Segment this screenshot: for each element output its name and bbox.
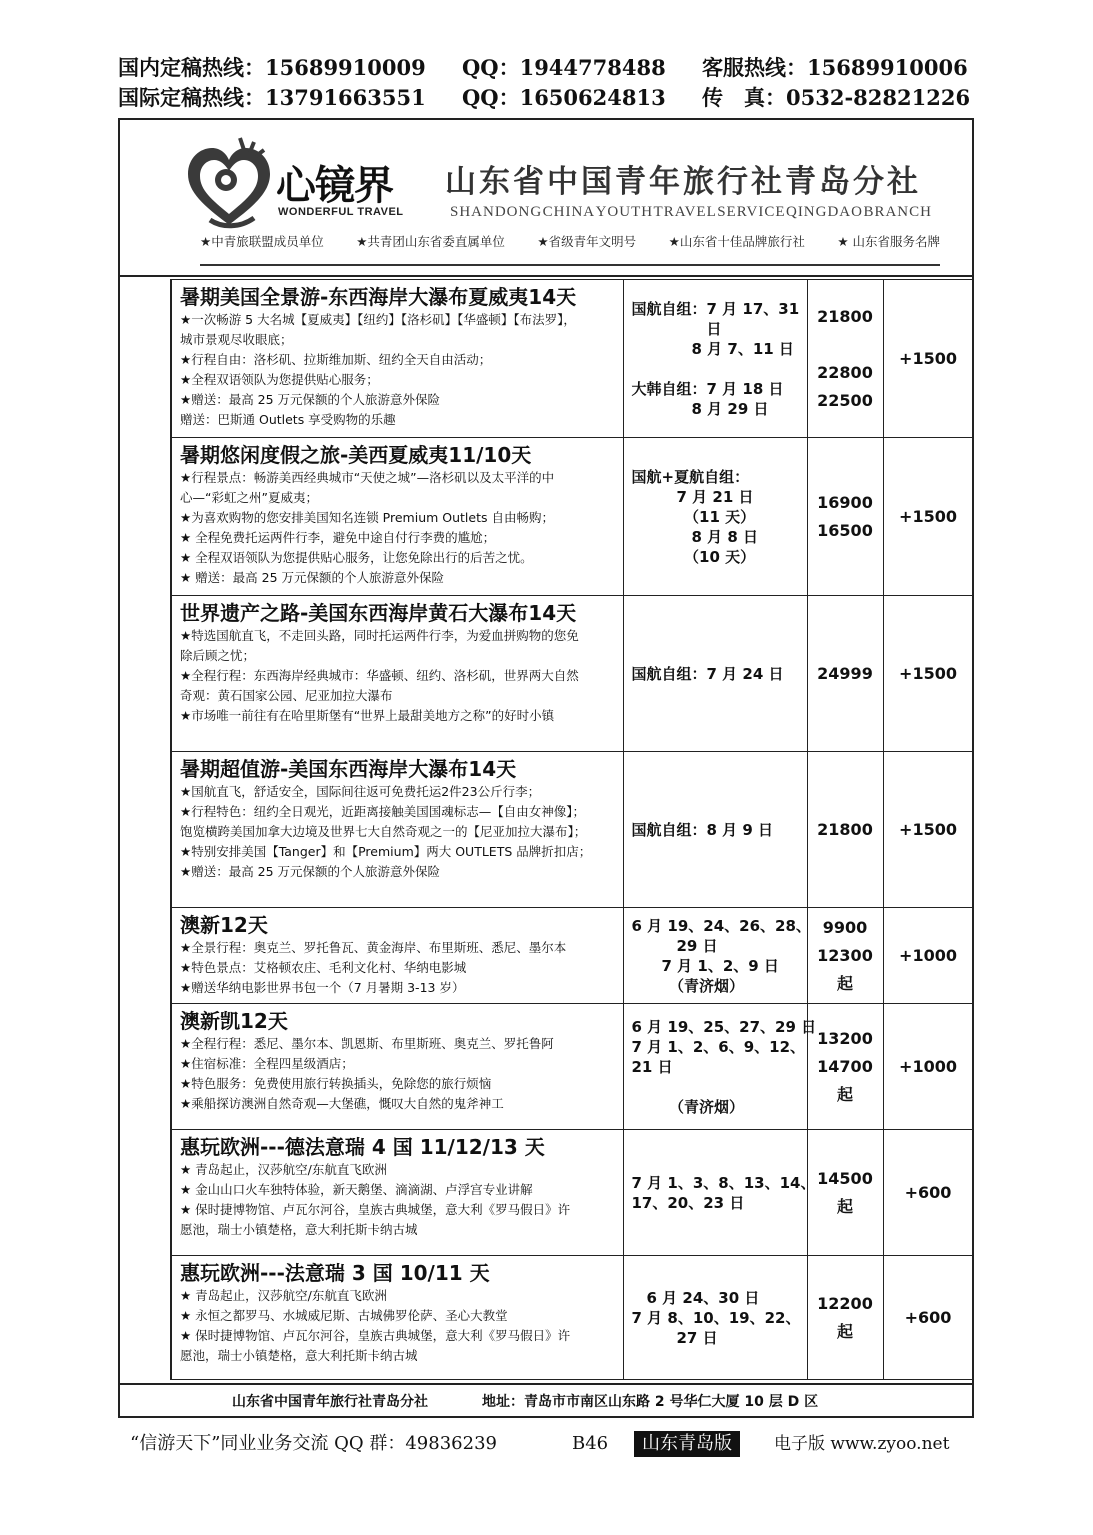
tour-bullet: 奇观：黄石国家公园、尼亚加拉大瀑布 (180, 688, 393, 703)
logo-chinese-name: 心镜界 (276, 163, 393, 209)
tour-bullet: ★ 保时捷博物馆、卢瓦尔河谷，皇族古典城堡，意大利《罗马假日》许 (180, 1202, 571, 1217)
tour-date-line: 27 日 (631, 1328, 718, 1347)
tour-date-line: 8 月 8 日 (631, 527, 759, 546)
tour-dates-cell (623, 438, 807, 596)
tour-title: 澳新12天 (180, 913, 268, 937)
tour-dates-cell (623, 1004, 817, 1130)
tour-bullet: ★乘船探访澳洲自然奇观—大堡礁，慨叹大自然的鬼斧神工 (180, 1096, 504, 1111)
international-hotline: 国际定稿热线：13791663551 (118, 85, 426, 110)
service-hotline: 客服热线：15689910006 (702, 55, 968, 80)
tour-date-line: 日 (631, 319, 722, 338)
tour-surcharge: +1500 (883, 438, 973, 596)
tour-row (171, 280, 973, 438)
tour-dates-cell (623, 1256, 807, 1380)
honor-item: ★共青团山东省委直属单位 (356, 234, 505, 249)
edition-badge: 山东青岛版 (634, 1431, 740, 1457)
tour-price: 21800 (817, 819, 873, 839)
agency-en-word: SHANDONG (450, 204, 543, 220)
tour-bullet: ★国航直飞，舒适安全，国际间往返可免费托运2件23公斤行李； (180, 784, 541, 799)
tour-row (171, 1130, 973, 1256)
tour-price: 起 (836, 973, 853, 993)
tour-date-line: （青济烟） (631, 976, 745, 995)
tour-date-line: 7 月 21 日 (631, 487, 754, 506)
tour-info-cell (171, 438, 623, 596)
tour-price: 22800 (817, 362, 873, 382)
tour-bullet: ★行程景点：畅游美西经典城市“天使之城”—洛杉矶以及太平洋的中 (180, 470, 555, 485)
tour-bullet: ★一次畅游 5 大名城【夏威夷】【纽约】【洛杉矶】【华盛顿】【布法罗】， (180, 312, 576, 327)
tour-bullet: ★ 金山山口火车独特体验，新天鹅堡、滴滴湖、卢浮宫专业讲解 (180, 1182, 533, 1197)
website-link[interactable]: 电子版 www.zyoo.net (774, 1434, 950, 1454)
tour-info-cell (171, 1130, 623, 1256)
tour-bullet: ★ 全程免费托运两件行李，避免中途自付行李费的尴尬； (180, 530, 496, 545)
footer-address: 地址：青岛市市南区山东路 2 号华仁大厦 10 层 D 区 (482, 1394, 819, 1410)
tour-bullet: ★市场唯一前往有在哈里斯堡有“世界上最甜美地方之称”的好时小镇 (180, 708, 555, 723)
tour-dates-cell (623, 908, 811, 1004)
tour-price-cell (807, 280, 883, 438)
qq-group-slogan: “信游天下”同业业务交流 QQ 群：49836239 (130, 1433, 497, 1454)
tour-info-cell (171, 596, 623, 752)
honor-item: ★中青旅联盟成员单位 (200, 234, 324, 249)
tour-dates-cell (623, 596, 807, 752)
tour-bullet: ★全景行程：奥克兰、罗托鲁瓦、黄金海岸、布里斯班、悉尼、墨尔本 (180, 940, 567, 955)
tour-date-line: （10 天） (631, 547, 756, 566)
tour-info-cell (171, 280, 623, 438)
tour-bullet: ★特选国航直飞，不走回头路，同时托运两件行李，为爱血拼购物的您免 (180, 628, 579, 643)
tour-price: 24999 (817, 663, 873, 683)
tour-date-line: 8 月 7、11 日 (631, 339, 794, 358)
tour-title: 惠玩欧洲---德法意瑞 4 国 11/12/13 天 (180, 1135, 545, 1159)
agency-english-name (450, 204, 932, 221)
tour-price: 起 (836, 1084, 853, 1104)
tour-bullet: ★为喜欢购物的您安排美国知名连锁 Premium Outlets 自由畅购； (180, 510, 554, 525)
agency-en-word: SERVICE (717, 204, 786, 220)
tour-bullet: ★ 赠送：最高 25 万元保额的个人旅游意外保险 (180, 570, 445, 585)
tour-bullet: 心—“彩虹之州”夏威夷； (180, 490, 318, 505)
agency-en-word: CHINA (542, 204, 596, 220)
logo-english-name: WONDERFUL TRAVEL (278, 206, 404, 218)
tour-bullet: ★全程双语领队为您提供贴心服务； (180, 372, 379, 387)
tour-bullet: 饱览横跨美国加拿大边境及世界七大自然奇观之一的【尼亚加拉大瀑布】； (180, 824, 587, 839)
tour-date-line: 国航自组：7 月 17、31 (631, 299, 800, 318)
tour-bullet: 愿池，瑞士小镇楚格，意大利托斯卡纳古城 (180, 1222, 418, 1237)
agency-en-word: TRAVEL (653, 204, 717, 220)
tour-bullet: ★ 全程双语领队为您提供贴心服务，让您免除出行的后苦之忧。 (180, 550, 533, 565)
tour-surcharge: +1000 (883, 908, 973, 1004)
tour-info-cell (171, 1004, 623, 1130)
footer-agency-name: 山东省中国青年旅行社青岛分社 (232, 1394, 428, 1410)
tour-surcharge: +1500 (883, 280, 973, 438)
page-number: B46 (572, 1433, 609, 1454)
tour-title: 世界遗产之路-美国东西海岸黄石大瀑布14天 (180, 601, 577, 625)
tour-bullet: ★赠送华纳电影世界书包一个（7 月暑期 3-13 岁） (180, 980, 465, 995)
agency-chinese-name: 山东省中国青年旅行社青岛分社 (445, 164, 921, 200)
tour-price: 起 (836, 1196, 853, 1216)
agency-en-word: QINGDAO (785, 204, 863, 220)
tour-bullet: ★ 保时捷博物馆、卢瓦尔河谷，皇族古典城堡，意大利《罗马假日》许 (180, 1328, 571, 1343)
tour-bullet: 城市景观尽收眼底； (180, 332, 293, 347)
tour-bullet: ★特别安排美国【Tanger】和【Premium】两大 OUTLETS 品牌折扣店； (180, 844, 592, 859)
tour-date-line: 7 月 8、10、19、22、 (631, 1308, 801, 1327)
ad-frame (118, 118, 974, 1418)
tour-price-cell (807, 1130, 883, 1256)
tour-bullet: ★特色服务：免费使用旅行转换插头，免除您的旅行烦恼 (180, 1076, 492, 1091)
honor-item: ★山东省十佳品牌旅行社 (668, 234, 805, 249)
tour-surcharge: +1500 (883, 752, 973, 908)
heart-globe-icon (184, 136, 274, 234)
honor-item: ★省级青年文明号 (537, 234, 637, 249)
tour-date-line: 7 月 1、2、6、9、12、 (631, 1037, 806, 1056)
tour-bullet: ★赠送：最高 25 万元保额的个人旅游意外保险 (180, 392, 441, 407)
tour-price: 9900 (822, 917, 868, 937)
tour-surcharge: +1500 (883, 596, 973, 752)
tour-price: 12300 (817, 945, 873, 965)
tour-surcharge: +600 (883, 1256, 973, 1380)
agency-en-word: YOUTH (595, 204, 654, 220)
tour-price-cell (807, 1004, 883, 1130)
qq-domestic: QQ：1944778488 (462, 55, 666, 80)
tour-price-cell (807, 596, 883, 752)
tour-bullet: 赠送：巴斯通 Outlets 享受购物的乐趣 (180, 412, 396, 427)
qq-international: QQ：1650624813 (462, 85, 666, 110)
agency-en-word: BRANCH (863, 204, 932, 220)
tour-bullet: ★住宿标准：全程四星级酒店； (180, 1056, 354, 1071)
tour-bullet: ★ 青岛起止，汉莎航空/东航直飞欧洲 (180, 1288, 387, 1303)
tour-price-cell (807, 1256, 883, 1380)
tour-price (808, 331, 883, 359)
tour-price-cell (807, 908, 883, 1004)
tour-bullet: 除后顾之忧； (180, 648, 256, 663)
footer-bar (120, 1383, 972, 1418)
tour-date-line: 国航自组：7 月 24 日 (631, 664, 784, 683)
tour-bullet: ★行程自由：洛杉矶、拉斯维加斯、纽约全天自由活动； (180, 352, 492, 367)
tour-table (170, 279, 974, 1380)
tour-date-line: 大韩自组：7 月 18 日 (631, 379, 784, 398)
tour-surcharge: +600 (883, 1130, 973, 1256)
tour-dates-cell (623, 1130, 816, 1256)
tour-price: 12200 (817, 1293, 873, 1313)
tour-date-line (632, 359, 799, 379)
tour-price: 14500 (817, 1168, 873, 1188)
tour-date-line: 7 月 1、3、8、13、14、 (631, 1173, 816, 1192)
tour-date-line: 7 月 1、2、9 日 (631, 956, 779, 975)
tour-price: 21800 (817, 306, 873, 326)
tour-row (171, 438, 973, 596)
header-divider (200, 264, 940, 266)
tour-price-cell (807, 752, 883, 908)
tour-date-line: （11 天） (631, 507, 756, 526)
tour-row (171, 1004, 973, 1130)
tour-price: 13200 (817, 1028, 873, 1048)
tour-row (171, 1256, 973, 1380)
tour-date-line: 29 日 (631, 936, 718, 955)
tour-info-cell (171, 1256, 623, 1380)
tour-price-cell (807, 438, 883, 596)
tour-row (171, 752, 973, 908)
tour-bullet: ★全程行程：悉尼、墨尔本、凯恩斯、布里斯班、奥克兰、罗托鲁阿 (180, 1036, 554, 1051)
tour-info-cell (171, 908, 623, 1004)
tour-dates-cell (623, 752, 807, 908)
tour-bullet: ★ 青岛起止，汉莎航空/东航直飞欧洲 (180, 1162, 387, 1177)
tour-price: 22500 (817, 390, 873, 410)
tour-bullet: ★ 永恒之都罗马、水城威尼斯、古城佛罗伦萨、圣心大教堂 (180, 1308, 508, 1323)
bottom-line (130, 1431, 990, 1459)
tour-dates-cell (623, 280, 807, 438)
domestic-hotline: 国内定稿热线：15689910009 (118, 55, 426, 80)
tour-price: 起 (836, 1321, 853, 1341)
tour-bullet: ★特色景点：艾格顿农庄、毛利文化村、华纳电影城 (180, 960, 467, 975)
tour-price: 16900 (817, 492, 873, 512)
tour-title: 暑期美国全景游-东西海岸大瀑布夏威夷14天 (180, 285, 577, 309)
tour-bullet: ★全程行程：东西海岸经典城市：华盛顿、纽约、洛杉矶，世界两大自然 (180, 668, 579, 683)
tour-row (171, 908, 973, 1004)
tour-price: 14700 (817, 1056, 873, 1076)
tour-info-cell (171, 752, 623, 908)
tour-title: 暑期悠闲度假之旅-美西夏威夷11/10天 (180, 443, 532, 467)
tour-price: 16500 (817, 520, 873, 540)
tour-date-line: 6 月 19、25、27、29 日 (631, 1017, 817, 1036)
tour-bullet: ★赠送：最高 25 万元保额的个人旅游意外保险 (180, 864, 441, 879)
tour-date-line: （青济烟） (631, 1097, 745, 1116)
tour-date-line: 17、20、23 日 (631, 1193, 745, 1212)
tour-date-line: 6 月 24、30 日 (631, 1288, 760, 1307)
agency-header (120, 120, 972, 277)
tour-title: 澳新凯12天 (180, 1009, 288, 1033)
agency-logo (180, 130, 410, 235)
tour-table-body (171, 280, 973, 1380)
tour-bullet: ★行程特色：纽约全日观光，近距离接触美国国魂标志—【自由女神像】； (180, 804, 585, 819)
tour-date-line: 21 日 (631, 1057, 673, 1076)
fax-number: 传 真：0532-82821226 (702, 85, 971, 110)
tour-date-line: 国航自组：8 月 9 日 (631, 820, 774, 839)
tour-bullet: 愿池，瑞士小镇楚格，意大利托斯卡纳古城 (180, 1348, 418, 1363)
honors-list (200, 232, 940, 250)
tour-date-line (632, 1077, 799, 1097)
tour-row (171, 596, 973, 752)
tour-title: 惠玩欧洲---法意瑞 3 国 10/11 天 (180, 1261, 490, 1285)
tour-date-line: 国航+夏航自组： (631, 467, 750, 486)
tour-surcharge: +1000 (883, 1004, 973, 1130)
tour-date-line: 6 月 19、24、26、28、 (631, 916, 811, 935)
honor-item: ★ 山东省服务名牌 (837, 234, 940, 249)
tour-title: 暑期超值游-美国东西海岸大瀑布14天 (180, 757, 517, 781)
tour-date-line: 8 月 29 日 (631, 399, 769, 418)
